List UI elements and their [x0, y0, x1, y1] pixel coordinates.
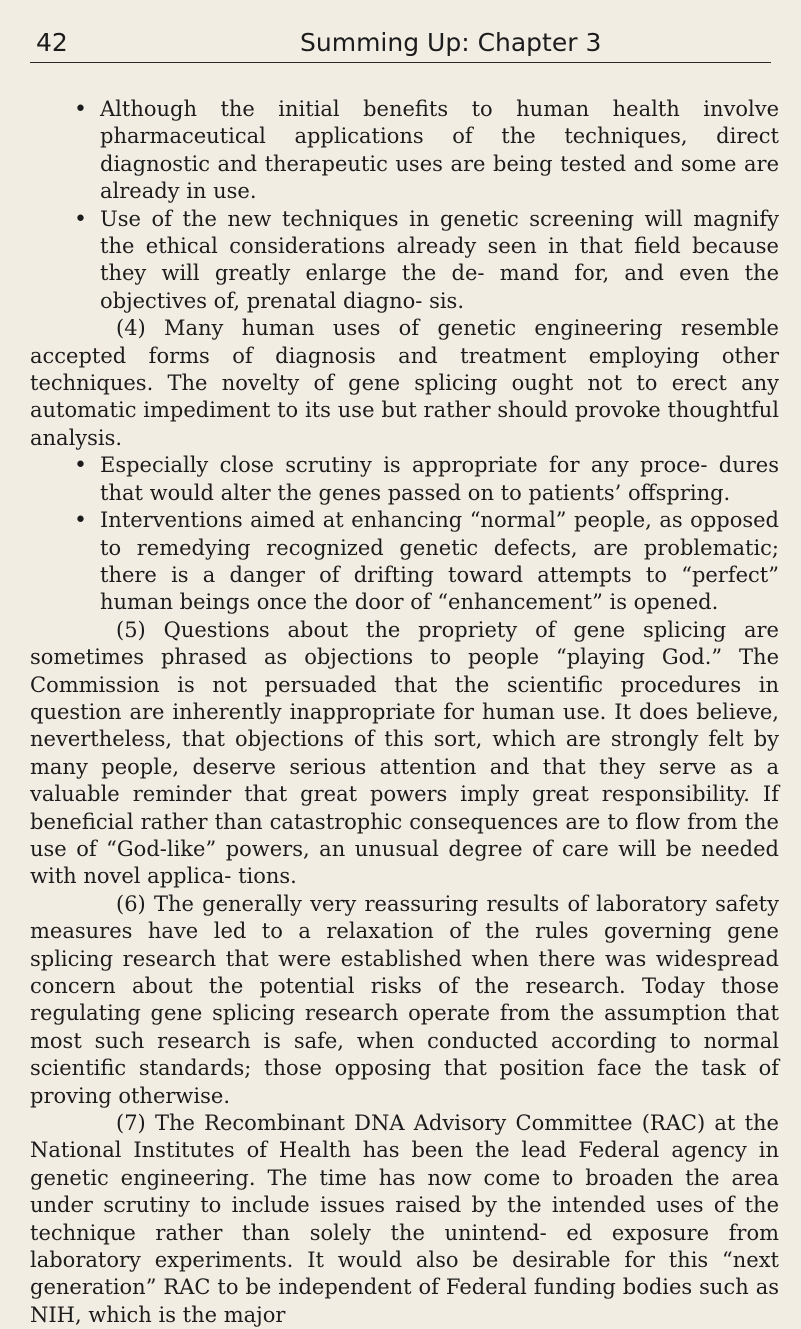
paragraph-6: (6) The generally very reassuring results of laboratory safety measures have led to a relaxation of the rules governing gene splicing research that were established when there was widespread concern about the potential risks of the research. Today those regulating gene splicing research operate from the assumption that most such research is safe, when conducted according to normal scientific standards; those opposing that position face the task of proving otherwise.: [30, 891, 779, 1108]
bullet-item: • Although the initial benefits to human health involve pharmaceutical applications of the techniques, direct diagnostic and therapeutic uses are being tested and some are already in use.: [100, 96, 779, 206]
bullet-item: • Use of the new techniques in genetic screening will magnify the ethical considerations already seen in that field because they will greatly enlarge the de- mand for, and even the objectives of, prenatal diagno- sis.: [100, 206, 779, 316]
bullet-item: • Especially close scrutiny is appropriate for any proce- dures that would alter the genes passed on to patients’ offspring.: [100, 452, 779, 507]
running-header: [30, 22, 771, 63]
body-text: [30, 96, 779, 1329]
page-number: 42: [36, 28, 68, 57]
bullet-item: • Interventions aimed at enhancing “normal” people, as opposed to remedying recognized genetic defects, are problematic; there is a danger of drifting toward attempts to “perfect” human beings once the door of “enhancement” is opened.: [100, 507, 779, 617]
paragraph-4: (4) Many human uses of genetic engineering resemble accepted forms of diagnosis and treatment employing other techniques. The novelty of gene splicing ought not to erect any automatic impediment to its use but rather should provoke thoughtful analysis.: [30, 316, 779, 450]
paragraph-5: (5) Questions about the propriety of gene splicing are sometimes phrased as objections to people “playing God.” The Commission is not persuaded that the scientific procedures in question are inherently inappropriate for human use. It does believe, nevertheless, that objections of this sort, which are strongly felt by many people, deserve serious attention and that they serve as a valuable reminder that great powers imply great responsibility. If beneficial rather than catastrophic consequences are to flow from the use of “God-like” powers, an unusual degree of care will be needed with novel applica- tions.: [30, 617, 779, 889]
bullet-list-health-uses: [30, 96, 779, 315]
paragraph-7: (7) The Recombinant DNA Advisory Committee (RAC) at the National Institutes of Health has been the lead Federal agency in genetic engineering. The time has now come to broaden the area under scrutiny to include issues raised by the intended uses of the technique rather than solely the unintend- ed exposure from laboratory experiments. It would also be desirable for this “next generation” RAC to be independent of Federal funding bodies such as NIH, which is the major: [30, 1111, 779, 1327]
chapter-title: Summing Up: Chapter 3: [300, 28, 602, 57]
bullet-list-scrutiny: [30, 452, 779, 616]
